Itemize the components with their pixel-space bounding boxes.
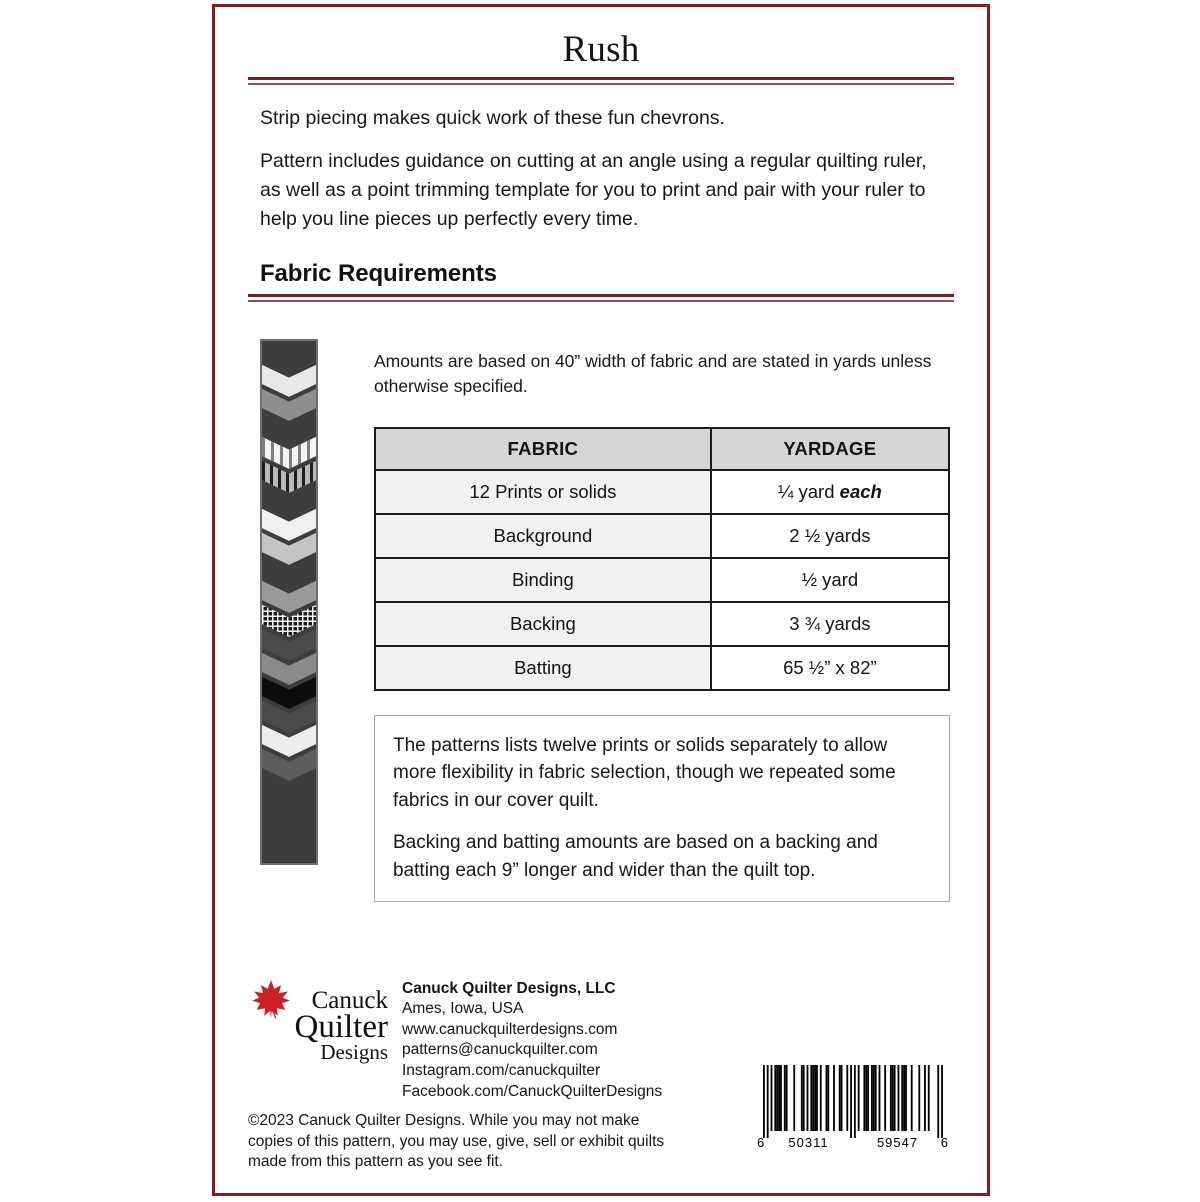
chevron-stack xyxy=(262,341,316,863)
fabric-requirements-body xyxy=(248,339,954,902)
maple-leaf-icon xyxy=(250,978,292,1020)
intro-paragraph-1: Strip piecing makes quick work of these fun chevrons. xyxy=(260,107,725,130)
copyright-line-3: made from this pattern as you see fit. xyxy=(248,1153,504,1171)
requirements-column xyxy=(374,339,954,902)
contact-instagram[interactable]: Instagram.com/canuckquilter xyxy=(402,1061,601,1079)
section-rule xyxy=(248,294,954,303)
canuck-quilter-logo xyxy=(248,976,388,1068)
note-paragraph-2: Backing and batting amounts are based on a backing and batting each 9” longer and wider than the quilt top. xyxy=(393,832,878,881)
fabric-requirements-table xyxy=(374,427,950,691)
page-footer xyxy=(248,976,954,1173)
svg-text:59547: 59547 xyxy=(876,1135,919,1149)
title-rule xyxy=(248,77,954,86)
cell-fabric: Batting xyxy=(375,646,711,690)
table-row xyxy=(375,602,949,646)
table-header-yardage: YARDAGE xyxy=(711,428,949,470)
upc-barcode xyxy=(754,1061,952,1149)
copyright-line-2: copies of this pattern, you may use, give, sell or exhibit quilts xyxy=(248,1132,665,1150)
cell-yardage: 2 ½ yards xyxy=(711,514,949,558)
contact-facebook[interactable]: Facebook.com/CanuckQuilterDesigns xyxy=(402,1082,663,1100)
logo-line-designs: Designs xyxy=(320,1039,388,1064)
table-body xyxy=(375,470,949,690)
fabric-note-box xyxy=(374,715,950,903)
cell-yardage: 3 ¾ yards xyxy=(711,602,949,646)
section-heading: Fabric Requirements xyxy=(260,259,497,287)
cell-yardage-emphasis: each xyxy=(839,480,882,502)
chevron-band xyxy=(262,341,316,373)
table-header-fabric: FABRIC xyxy=(375,428,711,470)
table-row xyxy=(375,470,949,514)
logo-line-quilter: Quilter xyxy=(294,1008,388,1045)
contact-info xyxy=(402,976,662,1103)
barcode-graphic xyxy=(754,1061,952,1149)
quilt-chevron-strip-image xyxy=(260,339,318,865)
cell-yardage: ¼ yard each xyxy=(711,470,949,514)
cell-yardage: ½ yard xyxy=(711,558,949,602)
table-row xyxy=(375,514,949,558)
cell-fabric: Background xyxy=(375,514,711,558)
contact-website[interactable]: www.canuckquilterdesigns.com xyxy=(402,1020,618,1038)
note-paragraph-1: The patterns lists twelve prints or solids separately to allow more flexibility in fabric selection, though we repeated some fabrics in our cover quilt. xyxy=(393,734,896,811)
intro-paragraph-2: Pattern includes guidance on cutting at an angle using a regular quilting ruler, as well as a point trimming template for you to print and pair with your ruler to help you line pieces up perfectly every time. xyxy=(260,150,927,231)
svg-text:50311: 50311 xyxy=(788,1135,829,1149)
pattern-page xyxy=(212,4,990,1196)
logo-line-canuck: Canuck xyxy=(311,986,388,1014)
cell-yardage: 65 ½” x 82” xyxy=(711,646,949,690)
contact-email[interactable]: patterns@canuckquilter.com xyxy=(402,1041,598,1059)
cell-fabric: 12 Prints or solids xyxy=(375,470,711,514)
svg-text:6: 6 xyxy=(757,1135,766,1149)
copyright-notice xyxy=(248,1111,678,1173)
cell-fabric: Backing xyxy=(375,602,711,646)
intro-text xyxy=(248,104,954,233)
table-row xyxy=(375,558,949,602)
cell-fabric: Binding xyxy=(375,558,711,602)
table-header-row xyxy=(375,428,949,470)
svg-text:6: 6 xyxy=(940,1135,949,1149)
copyright-line-1: ©2023 Canuck Quilter Designs. While you may not make xyxy=(248,1112,640,1130)
page-content xyxy=(215,7,987,1193)
table-row xyxy=(375,646,949,690)
contact-company: Canuck Quilter Designs, LLC xyxy=(402,979,616,997)
page-title: Rush xyxy=(562,29,640,70)
contact-location: Ames, Iowa, USA xyxy=(402,1000,524,1018)
amounts-note: Amounts are based on 40” width of fabric and are stated in yards unless otherwise specified. xyxy=(374,350,932,396)
